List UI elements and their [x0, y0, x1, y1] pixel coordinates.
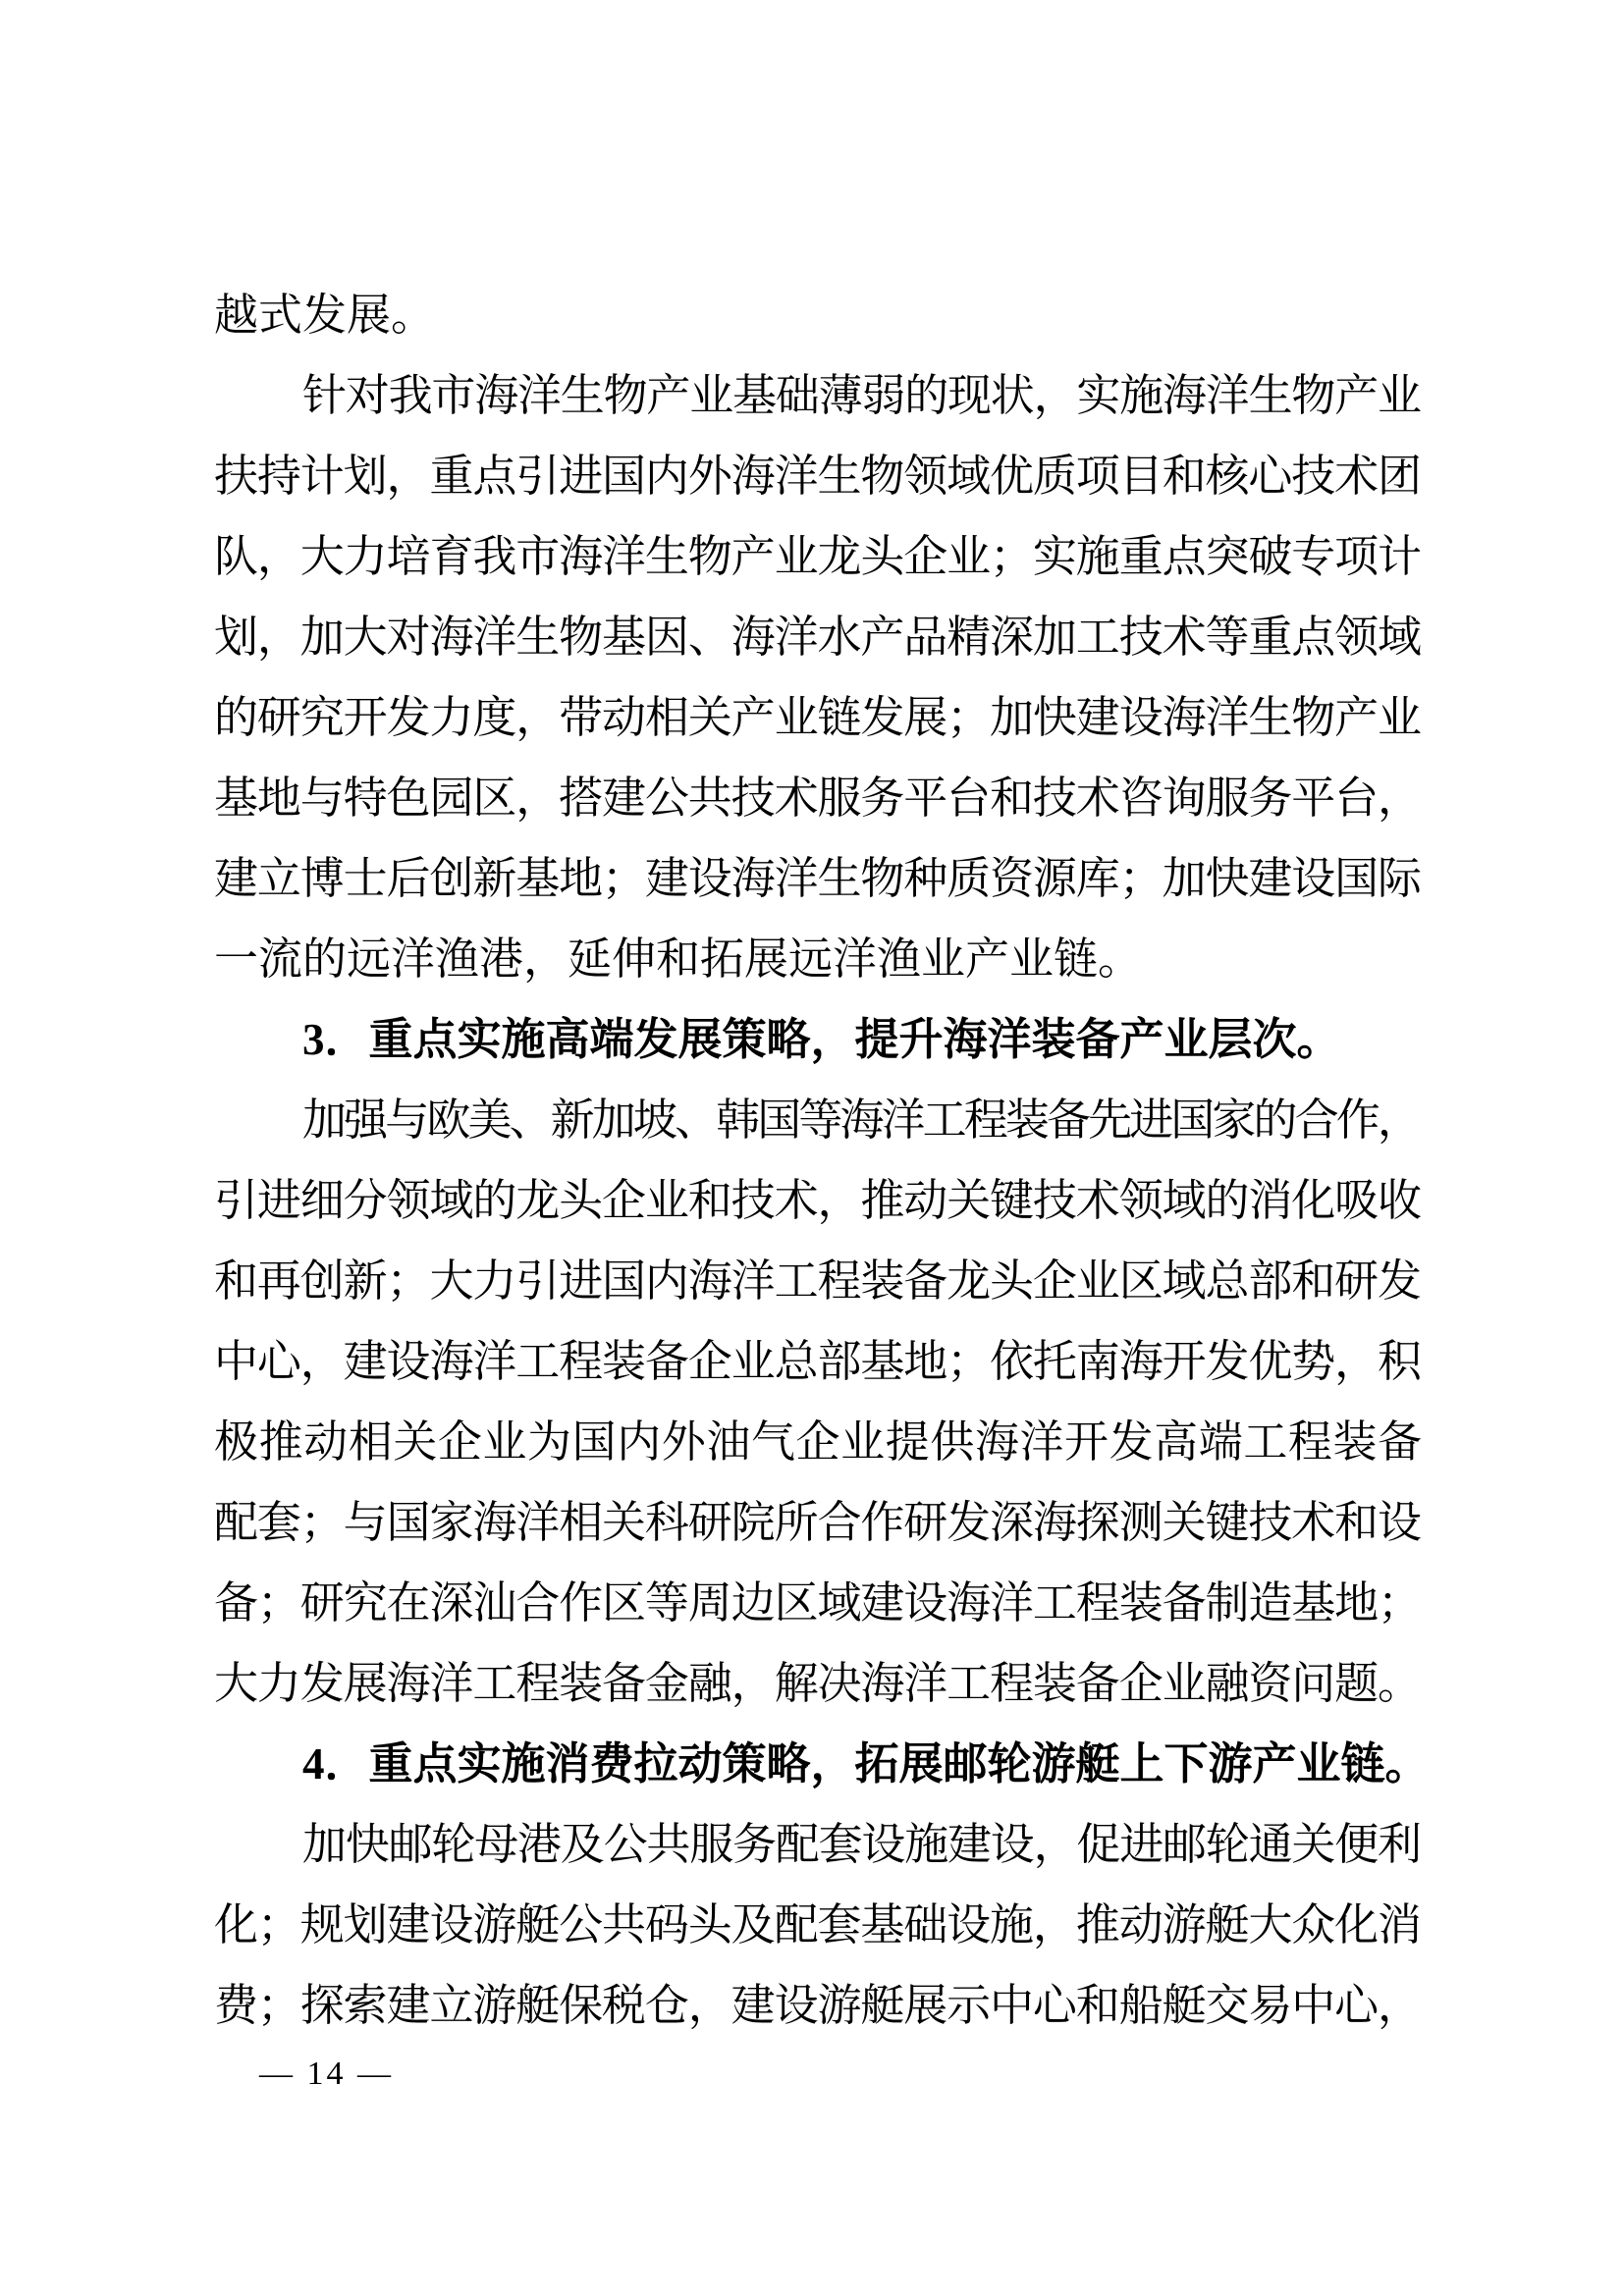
line-text: 队，大力培育我市海洋生物产业龙头企业；实施重点突破专项计	[214, 532, 1421, 581]
line-text: 3．重点实施高端发展策略，提升海洋装备产业层次。	[302, 1015, 1341, 1064]
text-line	[214, 677, 1422, 758]
document-body	[214, 275, 1430, 2046]
text-line	[214, 1241, 1422, 1321]
line-text: 大力发展海洋工程装备金融，解决海洋工程装备企业融资问题。	[214, 1659, 1421, 1708]
line-text: 费；探索建立游艇保税仓，建设游艇展示中心和船艇交易中心，	[214, 1981, 1421, 2030]
text-line	[214, 275, 1422, 355]
page-number: — 14 —	[259, 2056, 394, 2092]
text-line	[214, 758, 1422, 838]
text-line	[214, 1080, 1422, 1160]
text-line	[214, 516, 1422, 597]
line-text: 引进细分领域的龙头企业和技术，推动关键技术领域的消化吸收	[214, 1176, 1421, 1225]
text-line	[214, 1804, 1422, 1885]
text-line	[214, 1402, 1422, 1482]
line-text: 加快邮轮母港及公共服务配套设施建设，促进邮轮通关便利	[302, 1820, 1421, 1869]
heading-line	[214, 1724, 1430, 1804]
line-text: 备；研究在深汕合作区等周边区域建设海洋工程装备制造基地；	[214, 1578, 1421, 1628]
line-text: 扶持计划，重点引进国内外海洋生物领域优质项目和核心技术团	[214, 452, 1421, 501]
line-text: 建立博士后创新基地；建设海洋生物种质资源库；加快建设国际	[214, 854, 1421, 903]
line-text: 加强与欧美、新加坡、韩国等海洋工程装备先进国家的合作，	[302, 1095, 1419, 1145]
line-text: 和再创新；大力引进国内海洋工程装备龙头企业区域总部和研发	[214, 1256, 1421, 1306]
text-line	[214, 1965, 1422, 2046]
line-text: 的研究开发力度，带动相关产业链发展；加快建设海洋生物产业	[214, 693, 1421, 742]
text-line	[214, 355, 1422, 436]
line-text: 一流的远洋渔港，延伸和拓展远洋渔业产业链。	[214, 934, 1143, 984]
heading-line	[214, 999, 1422, 1080]
text-line	[214, 1160, 1422, 1241]
line-text: 极推动相关企业为国内外油气企业提供海洋开发高端工程装备	[214, 1417, 1423, 1467]
line-text: 划，加大对海洋生物基因、海洋水产品精深加工技术等重点领域	[214, 613, 1421, 662]
line-text: 化；规划建设游艇公共码头及配套基础设施，推动游艇大众化消	[214, 1900, 1421, 1949]
text-line	[214, 1885, 1422, 1965]
text-line	[214, 1482, 1422, 1563]
line-text: 越式发展。	[214, 291, 436, 340]
line-text: 针对我市海洋生物产业基础薄弱的现状，实施海洋生物产业	[302, 371, 1421, 420]
text-line	[214, 1563, 1422, 1643]
text-line	[214, 1321, 1422, 1402]
line-text: 中心，建设海洋工程装备企业总部基地；依托南海开发优势，积	[214, 1337, 1421, 1386]
text-line	[214, 597, 1422, 677]
line-text: 基地与特色园区，搭建公共技术服务平台和技术咨询服务平台，	[214, 774, 1421, 823]
text-line	[214, 919, 1422, 999]
line-text: 配套；与国家海洋相关科研院所合作研发深海探测关键技术和设	[214, 1498, 1421, 1547]
text-line	[214, 838, 1422, 919]
text-line	[214, 436, 1422, 516]
line-text: 4．重点实施消费拉动策略，拓展邮轮游艇上下游产业链。	[302, 1739, 1430, 1789]
text-line	[214, 1643, 1422, 1724]
